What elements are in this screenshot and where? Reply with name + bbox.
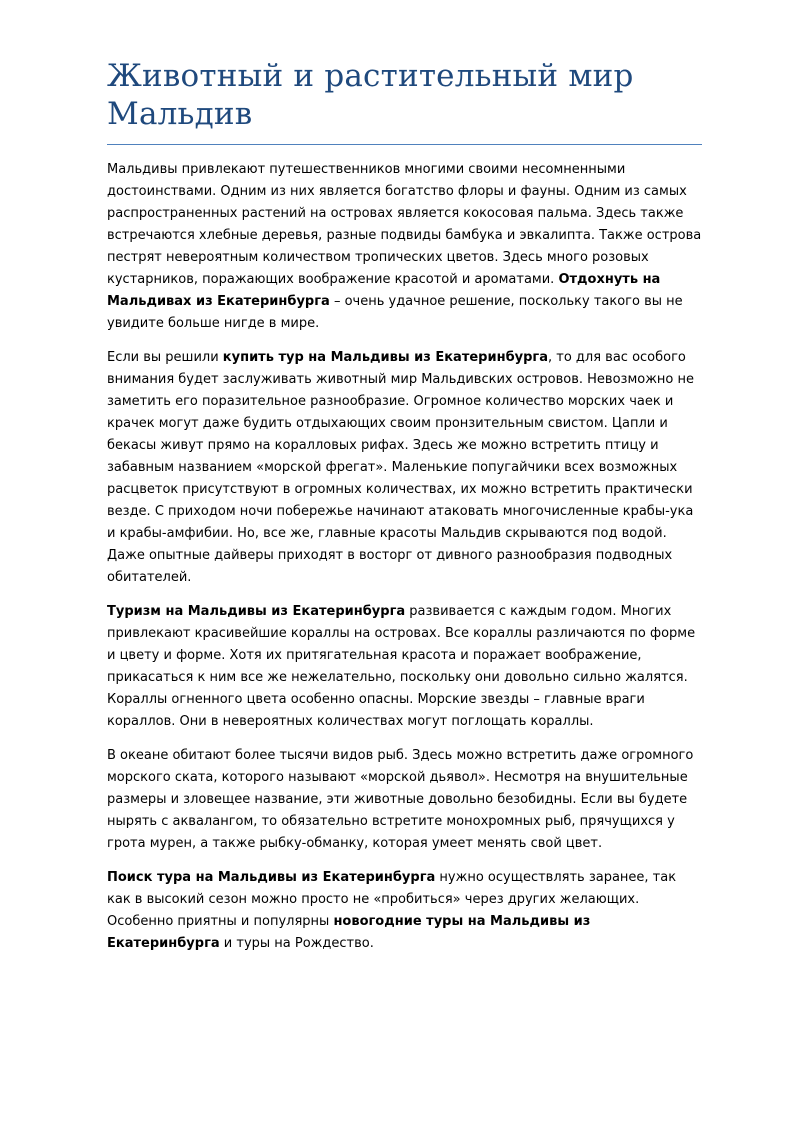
paragraph [107,601,702,733]
paragraph [107,745,702,855]
text-run: – очень удачное решение, поскольку такого вы не увидите больше нигде в мире. [107,293,683,331]
document-body [107,159,702,955]
text-run: Мальдивы привлекают путешественников многими своими несомненными достоинствами. Одним из них является богатство флоры и фауны. Одним из самых распространенных растений на островах является кокосовая пальма. Здесь также встречаются хлебные деревья, разные подвиды бамбука и эвкалипта. Также острова пестрят невероятным количеством тропических цветов. Здесь много розовых кустарников, поражающих воображение красотой и ароматами. [107,161,702,287]
text-run: нужно осуществлять заранее, так как в высокий сезон можно просто не «пробиться» через других желающих. Особенно приятны и популярны [107,869,677,929]
bold-text-run: купить тур на Мальдивы из Екатеринбурга [222,349,548,365]
bold-text-run: Поиск тура на Мальдивы из Екатеринбурга [107,869,436,885]
text-run: и туры на Рождество. [219,935,374,951]
bold-text-run: новогодние туры на Мальдивы из Екатеринбурга [107,913,591,951]
bold-text-run: Туризм на Мальдивы из Екатеринбурга [107,603,406,619]
text-run: Если вы решили [107,349,223,365]
paragraph [107,867,702,955]
page-title: Животный и растительный мир Мальдив [107,58,702,145]
text-run: В океане обитают более тысячи видов рыб. Здесь можно встретить даже огромного морского ската, которого называют «морской дьявол». Несмотря на внушительные размеры и зловещее название, эти животные довольно безобидны. Если вы будете нырять с аквалангом, то обязательно встретите монохромных рыб, прячущихся у грота мурен, а также рыбку-обманку, которая умеет менять свой цвет. [107,747,694,851]
paragraph [107,347,702,589]
paragraph [107,159,702,335]
text-run: , то для вас особого внимания будет заслуживать животный мир Мальдивских островов. Невозможно не заметить его поразительное разнообразие. Огромное количество морских чаек и крачек могут даже будить отдыхающих своим пронзительным свистом. Цапли и бекасы живут прямо на коралловых рифах. Здесь же можно встретить птицу и забавным названием «морской фрегат». Маленькие попугайчики всех возможных расцветок присутствуют в огромных количествах, их можно встретить практически везде. С приходом ночи побережье начинают атаковать многочисленные крабы-ука и крабы-амфибии. Но, все же, главные красоты Мальдив скрываются под водой. Даже опытные дайверы приходят в восторг от дивного разнообразия подводных обитателей. [107,349,695,585]
bold-text-run: Отдохнуть на Мальдивах из Екатеринбурга [107,271,661,309]
text-run: развивается с каждым годом. Многих привлекают красивейшие кораллы на островах. Все кораллы различаются по форме и цвету и форме. Хотя их притягательная красота и поражает воображение, прикасаться к ним все же нежелательно, поскольку они довольно сильно жалятся. Кораллы огненного цвета особенно опасны. Морские звезды – главные враги кораллов. Они в невероятных количествах могут поглощать кораллы. [107,603,696,729]
